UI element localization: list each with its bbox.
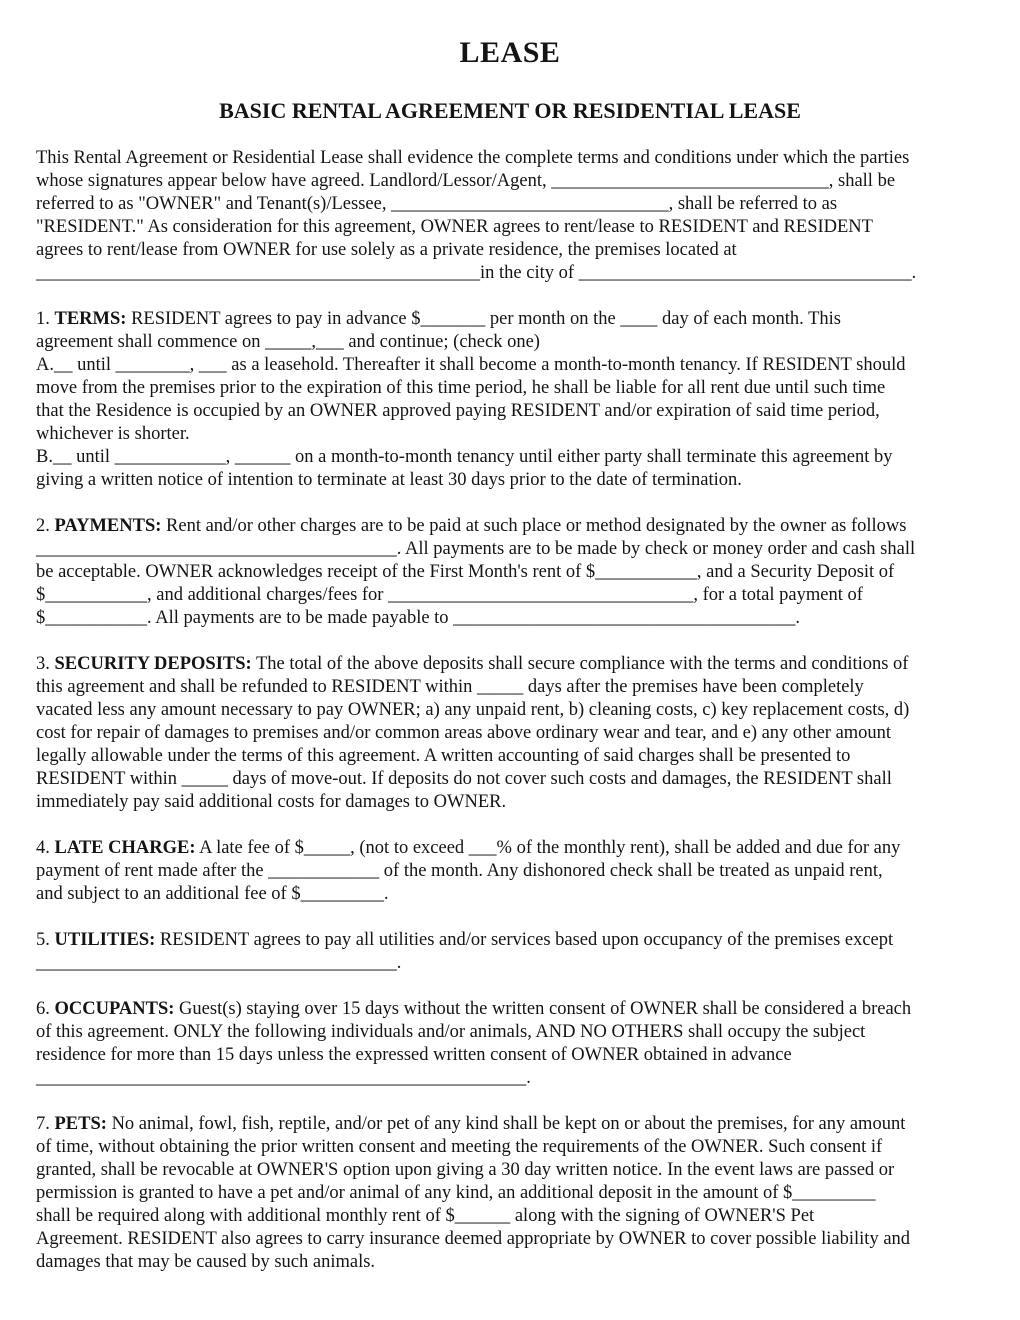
section-heading: SECURITY DEPOSITS:: [54, 654, 252, 674]
text-line: cost for repair of damages to premises and/or common areas above ordinary wear and tear, and e) any other amount: [36, 723, 892, 743]
section-first-line: [36, 1113, 984, 1136]
text-line: referred to as "OWNER" and Tenant(s)/Lessee, ______________________________, shall be referred to as: [36, 194, 838, 214]
section-body-start: Guest(s) staying over 15 days without the written consent of OWNER shall be considered a breach: [174, 999, 912, 1019]
section-body-start: RESIDENT agrees to pay all utilities and/or services based upon occupancy of the premises except: [155, 930, 894, 950]
section-lines: [36, 538, 984, 630]
section-first-line: [36, 308, 984, 331]
text-line: giving a written notice of intention to terminate at least 30 days prior to the date of termination.: [36, 470, 742, 490]
text-line: "RESIDENT." As consideration for this agreement, OWNER agrees to rent/lease to RESIDENT and RESIDENT: [36, 217, 873, 237]
section-security-deposits: [36, 653, 984, 814]
section-number: 1.: [36, 309, 55, 329]
section-intro: [36, 147, 984, 285]
document-title: LEASE: [459, 36, 561, 69]
text-line: $___________, and additional charges/fees for _________________________________, for a total payment of: [36, 585, 863, 605]
section-first-line: [36, 147, 984, 170]
section-lines: [36, 952, 984, 975]
section-occupants: [36, 998, 984, 1090]
section-heading: LATE CHARGE:: [54, 838, 196, 858]
text-line: permission is granted to have a pet and/or animal of any kind, an additional deposit in the amount of $_________: [36, 1183, 876, 1203]
section-pets: [36, 1113, 984, 1274]
section-lines: [36, 331, 984, 492]
section-heading: PETS:: [54, 1114, 107, 1134]
section-heading: OCCUPANTS:: [54, 999, 175, 1019]
section-utilities: [36, 929, 984, 975]
text-line: granted, shall be revocable at OWNER'S option upon giving a 30 day written notice. In the event laws are passed or: [36, 1160, 895, 1180]
section-first-line: [36, 653, 984, 676]
section-number: 2.: [36, 516, 55, 536]
text-line: legally allowable under the terms of this agreement. A written accounting of said charges shall be presented to: [36, 746, 851, 766]
section-number: 4.: [36, 838, 55, 858]
section-body-start: Rent and/or other charges are to be paid at such place or method designated by the owner as follows: [161, 516, 907, 536]
section-body-start: This Rental Agreement or Residential Lease shall evidence the complete terms and conditions under which the parties: [36, 148, 910, 168]
section-lines: [36, 170, 984, 285]
text-line: and subject to an additional fee of $_________.: [36, 884, 389, 904]
section-first-line: [36, 837, 984, 860]
section-body-start: No animal, fowl, fish, reptile, and/or pet of any kind shall be kept on or about the premises, for any amount: [106, 1114, 906, 1134]
section-first-line: [36, 998, 984, 1021]
text-line: immediately pay said additional costs for damages to OWNER.: [36, 792, 507, 812]
section-heading: PAYMENTS:: [54, 516, 162, 536]
document-subtitle: BASIC RENTAL AGREEMENT OR RESIDENTIAL LEASE: [219, 98, 801, 123]
section-body-start: RESIDENT agrees to pay in advance $_______ per month on the ____ day of each month. This: [126, 309, 841, 329]
section-number: 7.: [36, 1114, 55, 1134]
text-line: move from the premises prior to the expiration of this time period, he shall be liable for all rent due until such time: [36, 378, 886, 398]
text-line: of time, without obtaining the prior written consent and meeting the requirements of the OWNER. Such consent if: [36, 1137, 883, 1157]
section-payments: [36, 515, 984, 630]
section-lines: [36, 1136, 984, 1274]
text-line: whichever is shorter.: [36, 424, 190, 444]
text-line: vacated less any amount necessary to pay OWNER; a) any unpaid rent, b) cleaning costs, c) key replacement costs, d): [36, 700, 910, 720]
section-number: 5.: [36, 930, 55, 950]
section-body-start: The total of the above deposits shall secure compliance with the terms and conditions of: [251, 654, 909, 674]
text-line: B.__ until ____________, ______ on a month-to-month tenancy until either party shall terminate this agreement by: [36, 447, 893, 467]
text-line: whose signatures appear below have agreed. Landlord/Lessor/Agent, ______________________________, shall be: [36, 171, 896, 191]
text-line: A.__ until ________, ___ as a leasehold. Thereafter it shall become a month-to-month tenancy. If RESIDENT should: [36, 355, 906, 375]
section-body-start: A late fee of $_____, (not to exceed ___% of the monthly rent), shall be added and due for any: [195, 838, 901, 858]
section-lines: [36, 1021, 984, 1090]
section-first-line: [36, 515, 984, 538]
text-line: payment of rent made after the ____________ of the month. Any dishonored check shall be treated as unpaid rent,: [36, 861, 883, 881]
section-terms: [36, 308, 984, 492]
section-heading: TERMS:: [54, 309, 127, 329]
text-line: ________________________________________________in the city of ____________________________________.: [36, 263, 917, 283]
text-line: agreement shall commence on _____,___ and continue; (check one): [36, 332, 540, 352]
section-first-line: [36, 929, 984, 952]
text-line: be acceptable. OWNER acknowledges receipt of the First Month's rent of $___________, and a Security Deposit of: [36, 562, 895, 582]
text-line: agrees to rent/lease from OWNER for use solely as a private residence, the premises located at: [36, 240, 737, 260]
text-line: residence for more than 15 days unless the expressed written consent of OWNER obtained in advance: [36, 1045, 792, 1065]
section-number: 3.: [36, 654, 55, 674]
text-line: RESIDENT within _____ days of move-out. If deposits do not cover such costs and damages, the RESIDENT shall: [36, 769, 892, 789]
section-heading: UTILITIES:: [54, 930, 156, 950]
section-lines: [36, 676, 984, 814]
text-line: _______________________________________.: [36, 953, 402, 973]
text-line: that the Residence is occupied by an OWNER approved paying RESIDENT and/or expiration of said time period,: [36, 401, 880, 421]
section-number: 6.: [36, 999, 55, 1019]
section-lines: [36, 860, 984, 906]
text-line: damages that may be caused by such animals.: [36, 1252, 376, 1272]
section-late-charge: [36, 837, 984, 906]
text-line: shall be required along with additional monthly rent of $______ along with the signing of OWNER'S Pet: [36, 1206, 815, 1226]
text-line: $___________. All payments are to be made payable to _____________________________________.: [36, 608, 801, 628]
text-line: of this agreement. ONLY the following individuals and/or animals, AND NO OTHERS shall occupy the subject: [36, 1022, 866, 1042]
text-line: _____________________________________________________.: [36, 1068, 531, 1088]
text-line: _______________________________________. All payments are to be made by check or money order and cash shall: [36, 539, 916, 559]
text-line: this agreement and shall be refunded to RESIDENT within _____ days after the premises have been completely: [36, 677, 864, 697]
text-line: Agreement. RESIDENT also agrees to carry insurance deemed appropriate by OWNER to cover possible liability and: [36, 1229, 911, 1249]
